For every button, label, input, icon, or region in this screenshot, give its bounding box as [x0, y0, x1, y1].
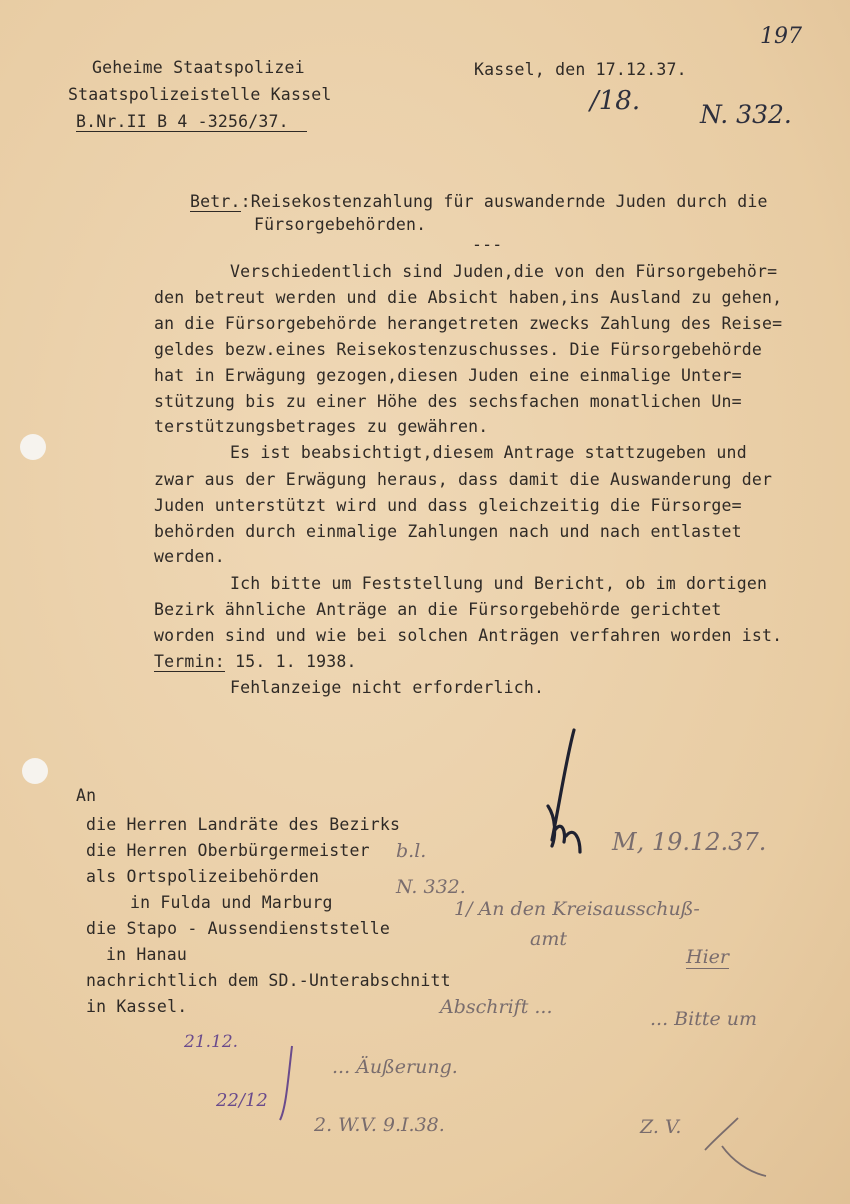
recipient-line: in Fulda und Marburg: [130, 893, 333, 912]
recipient-line: die Herren Landräte des Bezirks: [86, 815, 401, 834]
deadline-label: Termin:: [154, 652, 225, 671]
handwritten-note: 1/ An den Kreisausschuß-: [454, 898, 700, 920]
subject-text-1: :Reisekostenzahlung für auswandernde Juden durch die: [240, 192, 768, 211]
recipient-line: in Hanau: [106, 945, 188, 964]
subject-line-2: Fürsorgebehörden.: [254, 215, 427, 234]
note-no-nil-return: Fehlanzeige nicht erforderlich.: [230, 678, 545, 697]
handwritten-note: 22/12: [216, 1090, 268, 1111]
body-p1-line: hat in Erwägung gezogen,diesen Juden eine einmalige Unter=: [154, 366, 742, 385]
handwritten-note: 21.12.: [184, 1032, 239, 1052]
handwritten-note: amt: [530, 928, 567, 950]
handwritten-note: b.l.: [396, 840, 427, 862]
header-office: Staatspolizeistelle Kassel: [68, 85, 332, 104]
handwritten-note: Abschrift ...: [440, 996, 553, 1018]
body-p3-line: worden sind und wie bei solchen Anträgen verfahren worden ist.: [154, 626, 783, 645]
body-p1-line: an die Fürsorgebehörde herangetreten zwecks Zahlung des Reise=: [154, 314, 783, 333]
reference-slash: /18.: [590, 86, 641, 116]
body-p1-line: geldes bezw.eines Reisekostenzuschusses. Die Fürsorgebehörde: [154, 340, 763, 359]
body-p1-line: terstützungsbetrages zu gewähren.: [154, 417, 489, 436]
header-reference: B.Nr.II B 4 -3256/37.: [76, 112, 307, 132]
header-place-date: Kassel, den 17.12.37.: [474, 60, 687, 79]
handwritten-note: 2. W.V. 9.I.38.: [314, 1114, 445, 1136]
header-authority: Geheime Staatspolizei: [92, 58, 305, 77]
reference-number: N. 332.: [700, 100, 792, 129]
recipient-line: die Herren Oberbürgermeister: [86, 841, 370, 860]
handwritten-note: Hier: [686, 946, 729, 968]
body-p1-line: Verschiedentlich sind Juden,die von den Fürsorgebehör=: [230, 262, 778, 281]
body-p3-line: Bezirk ähnliche Anträge an die Fürsorgebehörde gerichtet: [154, 600, 722, 619]
recipient-line: als Ortspolizeibehörden: [86, 867, 320, 886]
recipients-salutation: An: [76, 786, 97, 805]
body-p2-line: zwar aus der Erwägung heraus, dass damit die Auswanderung der: [154, 470, 773, 489]
handwritten-note: Z. V.: [640, 1116, 682, 1138]
body-p2-line: werden.: [154, 547, 225, 566]
recipient-line: in Kassel.: [86, 997, 188, 1016]
body-p2-line: behörden durch einmalige Zahlungen nach und nach entlastet: [154, 522, 742, 541]
handwritten-note: ... Bitte um: [650, 1008, 758, 1030]
body-p1-line: stützung bis zu einer Höhe des sechsfachen monatlichen Un=: [154, 392, 742, 411]
handwritten-note: ... Äußerung.: [332, 1056, 458, 1078]
folio-number: 197: [760, 24, 802, 49]
recipient-line: die Stapo - Aussendienststelle: [86, 919, 391, 938]
body-p2-line: Es ist beabsichtigt,diesem Antrage stattzugeben und: [230, 443, 747, 462]
body-p3-line: Ich bitte um Feststellung und Bericht, ob im dortigen: [230, 574, 768, 593]
recipient-line: nachrichtlich dem SD.-Unterabschnitt: [86, 971, 451, 990]
deadline-value: 15. 1. 1938.: [235, 652, 357, 671]
body-p2-line: Juden unterstützt wird und dass gleichzeitig die Fürsorge=: [154, 496, 742, 515]
subject-separator: ---: [472, 235, 503, 254]
handwritten-note: N. 332.: [396, 876, 466, 898]
handwritten-sig-date: M, 19.12.37.: [612, 828, 767, 856]
body-p1-line: den betreut werden und die Absicht haben,ins Ausland zu gehen,: [154, 288, 783, 307]
subject-label: Betr.: [190, 192, 241, 211]
